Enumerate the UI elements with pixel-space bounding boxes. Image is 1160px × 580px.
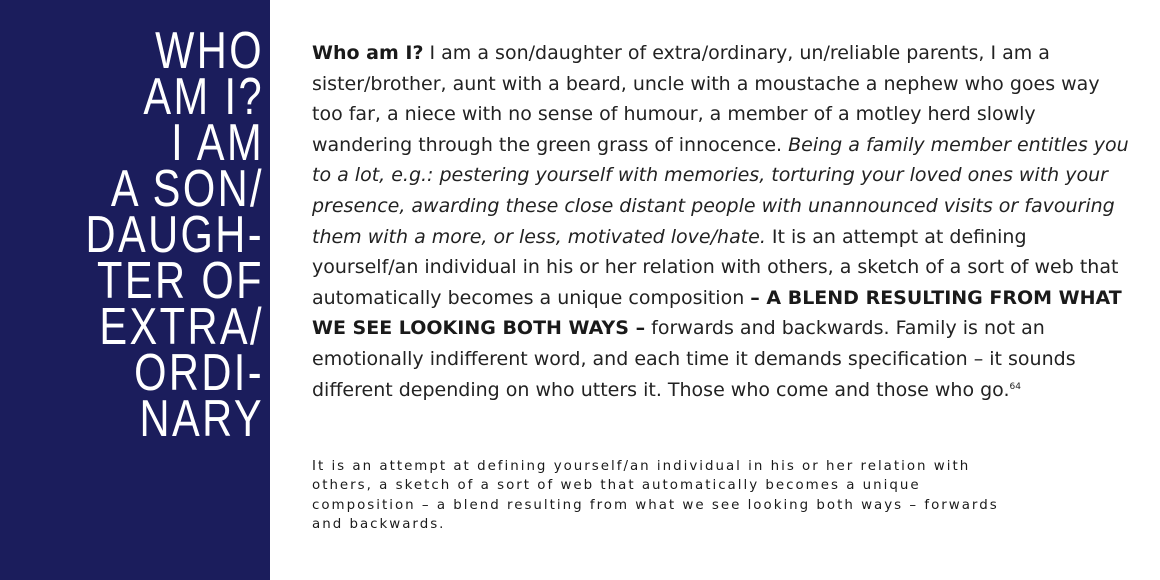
italic-passage: Being a family member entitles you to a lot, e.g.: pestering yourself with memories, torturing your loved ones with your presence, awarding these close distant people with unannounced visits or favouring them with a more, or less, motivated love/hate. bbox=[312, 133, 1129, 248]
emphasis-caps: – A BLEND RESULTING FROM WHAT WE SEE LOOKING BOTH WAYS – bbox=[312, 286, 1122, 340]
body-paragraph bbox=[312, 38, 1132, 405]
title-panel bbox=[0, 0, 270, 580]
body-text-part-3: forwards and backwards. Family is not an emotionally indifferent word, and each time it demands specification – it sounds different depending on who utters it. Those who come and those who go. bbox=[312, 317, 1076, 401]
footnote-marker: 64 bbox=[1009, 381, 1021, 392]
body-text-part-1: I am a son/daughter of extra/ordinary, un/reliable parents, I am a sister/brother, aunt with a beard, uncle with a moustache a nephew who goes way too far, a niece with no sense of humour, a member of a motley herd slowly wandering through the green grass of innocence. bbox=[312, 42, 1100, 156]
lead-question: Who am I? bbox=[312, 42, 424, 64]
sample-small-text: It is an attempt at defining yourself/an individual in his or her relation with others, a sketch of a sort of web that automatically becomes a unique composition – a blend resulting from what we see looking both ways – forwards and backwards. bbox=[312, 459, 999, 532]
body-text-part-2: It is an attempt at defining yourself/an individual in his or her relation with others, a sketch of a sort of web that automatically becomes a unique composition bbox=[312, 225, 1119, 309]
display-heading: WHO AM I? I AM A SON/ DAUGH- TER OF EXTRA/ ORDI- NARY bbox=[85, 22, 264, 448]
